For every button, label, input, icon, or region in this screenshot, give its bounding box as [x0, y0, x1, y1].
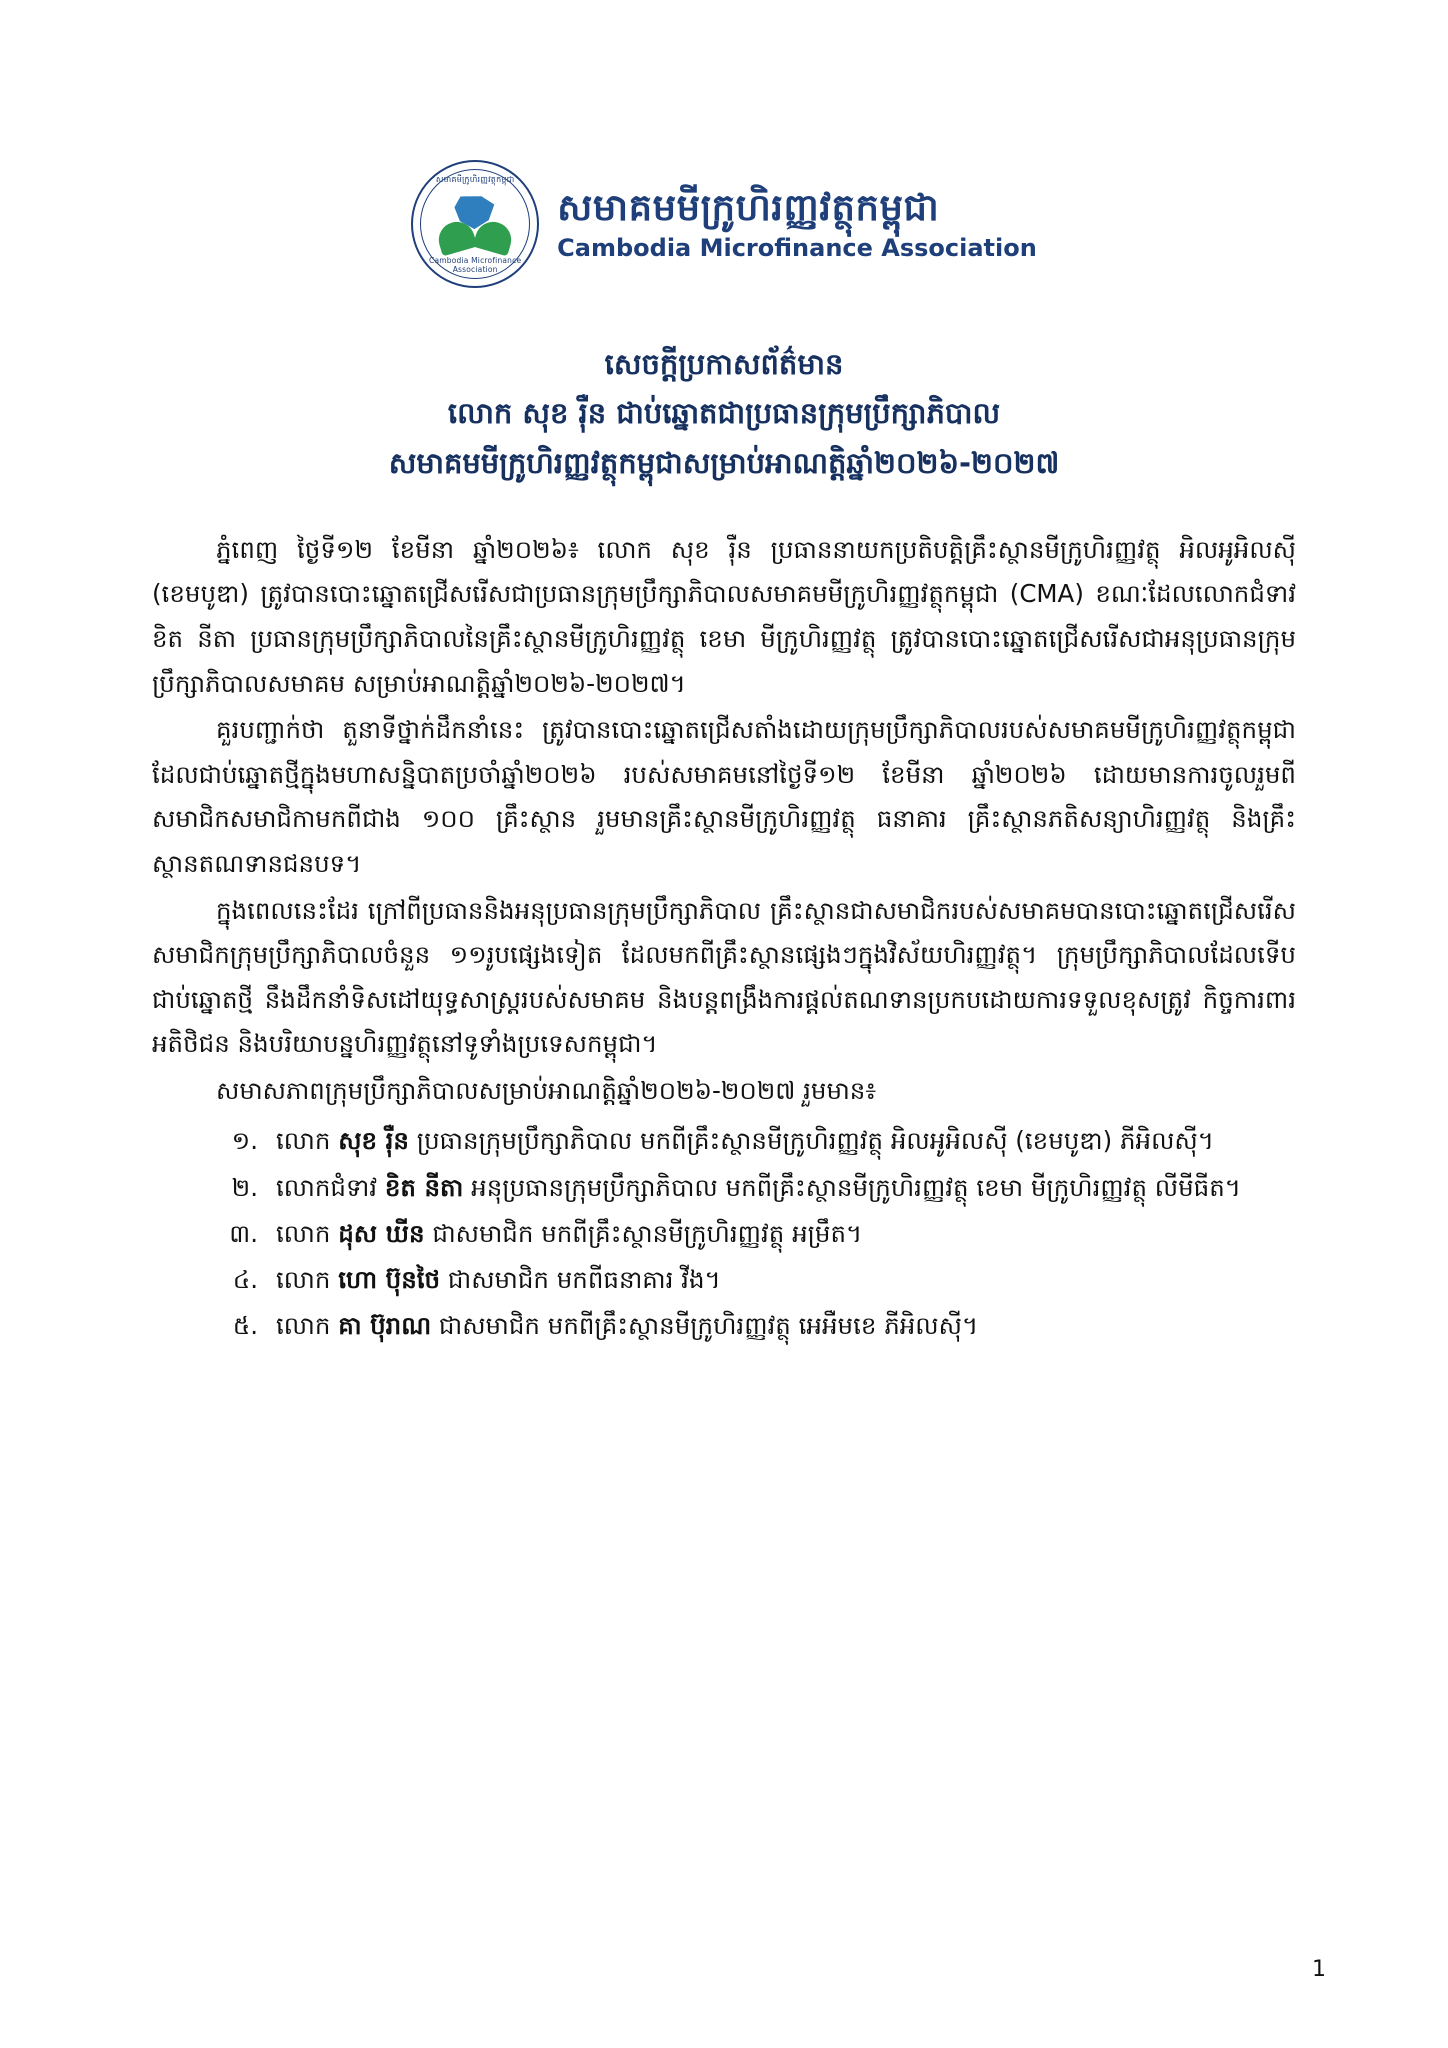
seal-khmer-text: សមាគមីក្រូហិរញ្ញវត្ថុកម្ពុជា — [435, 175, 515, 184]
member-prefix: លោកជំទាវ — [276, 1172, 385, 1202]
list-item-number: ២. — [231, 1172, 258, 1202]
paragraph-4: សមាសភាពក្រុមប្រឹក្សាភិបាលសម្រាប់អាណត្តិឆ្នាំ២០២៦-២០២៧ រួមមាន៖ — [216, 1075, 877, 1105]
document-title — [150, 340, 1298, 488]
list-item-number: ៥. — [232, 1310, 258, 1340]
list-item-text — [276, 1304, 1296, 1348]
member-prefix: លោក — [276, 1126, 339, 1156]
member-role: ជាសមាជិក មកពីធនាគារ វីង។ — [440, 1264, 721, 1294]
title-line-3: សមាគមមីក្រូហិរញ្ញវត្ថុកម្ពុជាសម្រាប់អាណត្តិឆ្នាំ២០២៦-២០២៧ — [388, 445, 1060, 480]
member-role: អនុប្រធានក្រុមប្រឹក្សាភិបាល មកពីគ្រឹះស្ថានមីក្រូហិរញ្ញវត្ថុ ខេមា មីក្រូហិរញ្ញវត្ថុ លីមីធីត។ — [463, 1172, 1241, 1202]
member-name: ខិត នីតា — [384, 1172, 464, 1202]
paragraph-1: ភ្នំពេញ ថ្ងៃទី១២ ខែមីនា ឆ្នាំ២០២៦៖ លោក សុខ រ៉ឺន ប្រធាននាយកប្រតិបត្តិគ្រឹះស្ថានមីក្រូហិរញ្ញវត្ថុ អិលអូអិលស៊ី (ខេមបូឌា) ត្រូវបានបោះឆ្នោតជ្រើសរើសជាប្រធានក្រុមប្រឹក្សាភិបាលសមាគមមីក្រូហិរញ្ញវត្ថុកម្ពុជា (CMA) ខណៈដែលលោកជំទាវ ខិត នីតា ប្រធានក្រុមប្រឹក្សាភិបាលនៃគ្រឹះស្ថានមីក្រូហិរញ្ញវត្ថុ ខេមា មីក្រូហិរញ្ញវត្ថុ ត្រូវបានបោះឆ្នោតជ្រើសរើសជាអនុប្រធានក្រុមប្រឹក្សាភិបាលសមាគម សម្រាប់អាណត្តិឆ្នាំ២០២៦-២០២៧។ — [152, 534, 1296, 698]
list-item-number: ១. — [231, 1126, 258, 1156]
member-role: ប្រធានក្រុមប្រឹក្សាភិបាល មកពីគ្រឹះស្ថានមីក្រូហិរញ្ញវត្ថុ អិលអូអិលស៊ី (ខេមបូឌា) ភីអិលស៊ី។ — [408, 1126, 1214, 1156]
cma-seal-icon — [411, 160, 539, 288]
list-item-text — [276, 1119, 1296, 1163]
list-item-number: ៤. — [232, 1264, 258, 1294]
board-members-list — [152, 1119, 1296, 1347]
list-item-text — [276, 1258, 1296, 1302]
list-item — [152, 1212, 1296, 1256]
member-role: ជាសមាជិក មកពីគ្រឹះស្ថានមីក្រូហិរញ្ញវត្ថុ អេអឺមខេ ភីអិលស៊ី។ — [431, 1310, 979, 1340]
list-item — [152, 1119, 1296, 1163]
document-body — [152, 528, 1296, 1348]
member-prefix: លោក — [276, 1264, 339, 1294]
member-prefix: លោក — [276, 1218, 339, 1248]
member-name: ដុស ឃីន — [338, 1218, 425, 1248]
paragraph-3: ក្នុងពេលនេះដែរ ក្រៅពីប្រធាននិងអនុប្រធានក្រុមប្រឹក្សាភិបាល គ្រឹះស្ថានជាសមាជិករបស់សមាគមបានបោះឆ្នោតជ្រើសរើសសមាជិកក្រុមប្រឹក្សាភិបាលចំនួន ១១រូបផ្សេងទៀត ដែលមកពីគ្រឹះស្ថានផ្សេងៗក្នុងវិស័យហិរញ្ញវត្ថុ។ ក្រុមប្រឹក្សាភិបាលដែលទើបជាប់ឆ្នោតថ្មី នឹងដឹកនាំទិសដៅយុទ្ធសាស្ត្ររបស់សមាគម និងបន្តពង្រឹងការផ្តល់តណទានប្រកបដោយការទទួលខុសត្រូវ កិច្ចការពារអតិថិជន និងបរិយាបន្នហិរញ្ញវត្ថុនៅទូទាំងប្រទេសកម្ពុជា។ — [152, 895, 1296, 1059]
member-name: ហោ ប៊ុនថៃ — [338, 1264, 441, 1294]
seal-english-text: Cambodia Microfinance Association — [429, 256, 522, 274]
member-role: ជាសមាជិក មកពីគ្រឹះស្ថានមីក្រូហិរញ្ញវត្ថុ អម្រឹត។ — [424, 1218, 863, 1248]
list-item-text — [276, 1166, 1296, 1210]
hands-icon — [438, 206, 512, 252]
wordmark-english: Cambodia Microfinance Association — [557, 233, 1037, 262]
list-item — [152, 1166, 1296, 1210]
title-line-2: លោក សុខ រ៉ឺន ជាប់ឆ្នោតជាប្រធានក្រុមប្រឹក្សាភិបាល — [447, 396, 1001, 431]
list-item — [152, 1258, 1296, 1302]
paragraph-2: គួរបញ្ជាក់ថា តួនាទីថ្នាក់ដឹកនាំនេះ ត្រូវបានបោះឆ្នោតជ្រើសតាំងដោយក្រុមប្រឹក្សាភិបាលរបស់សមាគមមីក្រូហិរញ្ញវត្ថុកម្ពុជាដែលជាប់ឆ្នោតថ្មីក្នុងមហាសន្និបាតប្រចាំឆ្នាំ២០២៦ របស់សមាគមនៅថ្ងៃទី១២ ខែមីនា ឆ្នាំ២០២៦ ដោយមានការចូលរួមពីសមាជិកសមាជិកាមកពីជាង ១០០ គ្រឹះស្ថាន រួមមានគ្រឹះស្ថានមីក្រូហិរញ្ញវត្ថុ ធនាគារ គ្រឹះស្ថានភតិសន្យាហិរញ្ញវត្ថុ និងគ្រឹះស្ថានតណទានជនបទ។ — [152, 715, 1296, 878]
member-prefix: លោក — [276, 1310, 339, 1340]
list-item-number: ៣. — [229, 1218, 258, 1248]
logo-wordmark — [557, 185, 1037, 262]
list-item — [152, 1304, 1296, 1348]
title-line-1: សេចក្តីប្រកាសព័ត៌មាន — [604, 347, 844, 381]
list-item-text — [276, 1212, 1296, 1256]
member-name: សុខ រ៉ឺន — [338, 1126, 409, 1156]
member-name: គា ប៊ុរាណ — [338, 1310, 432, 1340]
page-number: 1 — [1312, 1957, 1326, 1982]
organization-logo — [0, 0, 1448, 288]
wordmark-khmer: សមាគមមីក្រូហិរញ្ញវត្ថុកម្ពុជា — [557, 186, 940, 230]
